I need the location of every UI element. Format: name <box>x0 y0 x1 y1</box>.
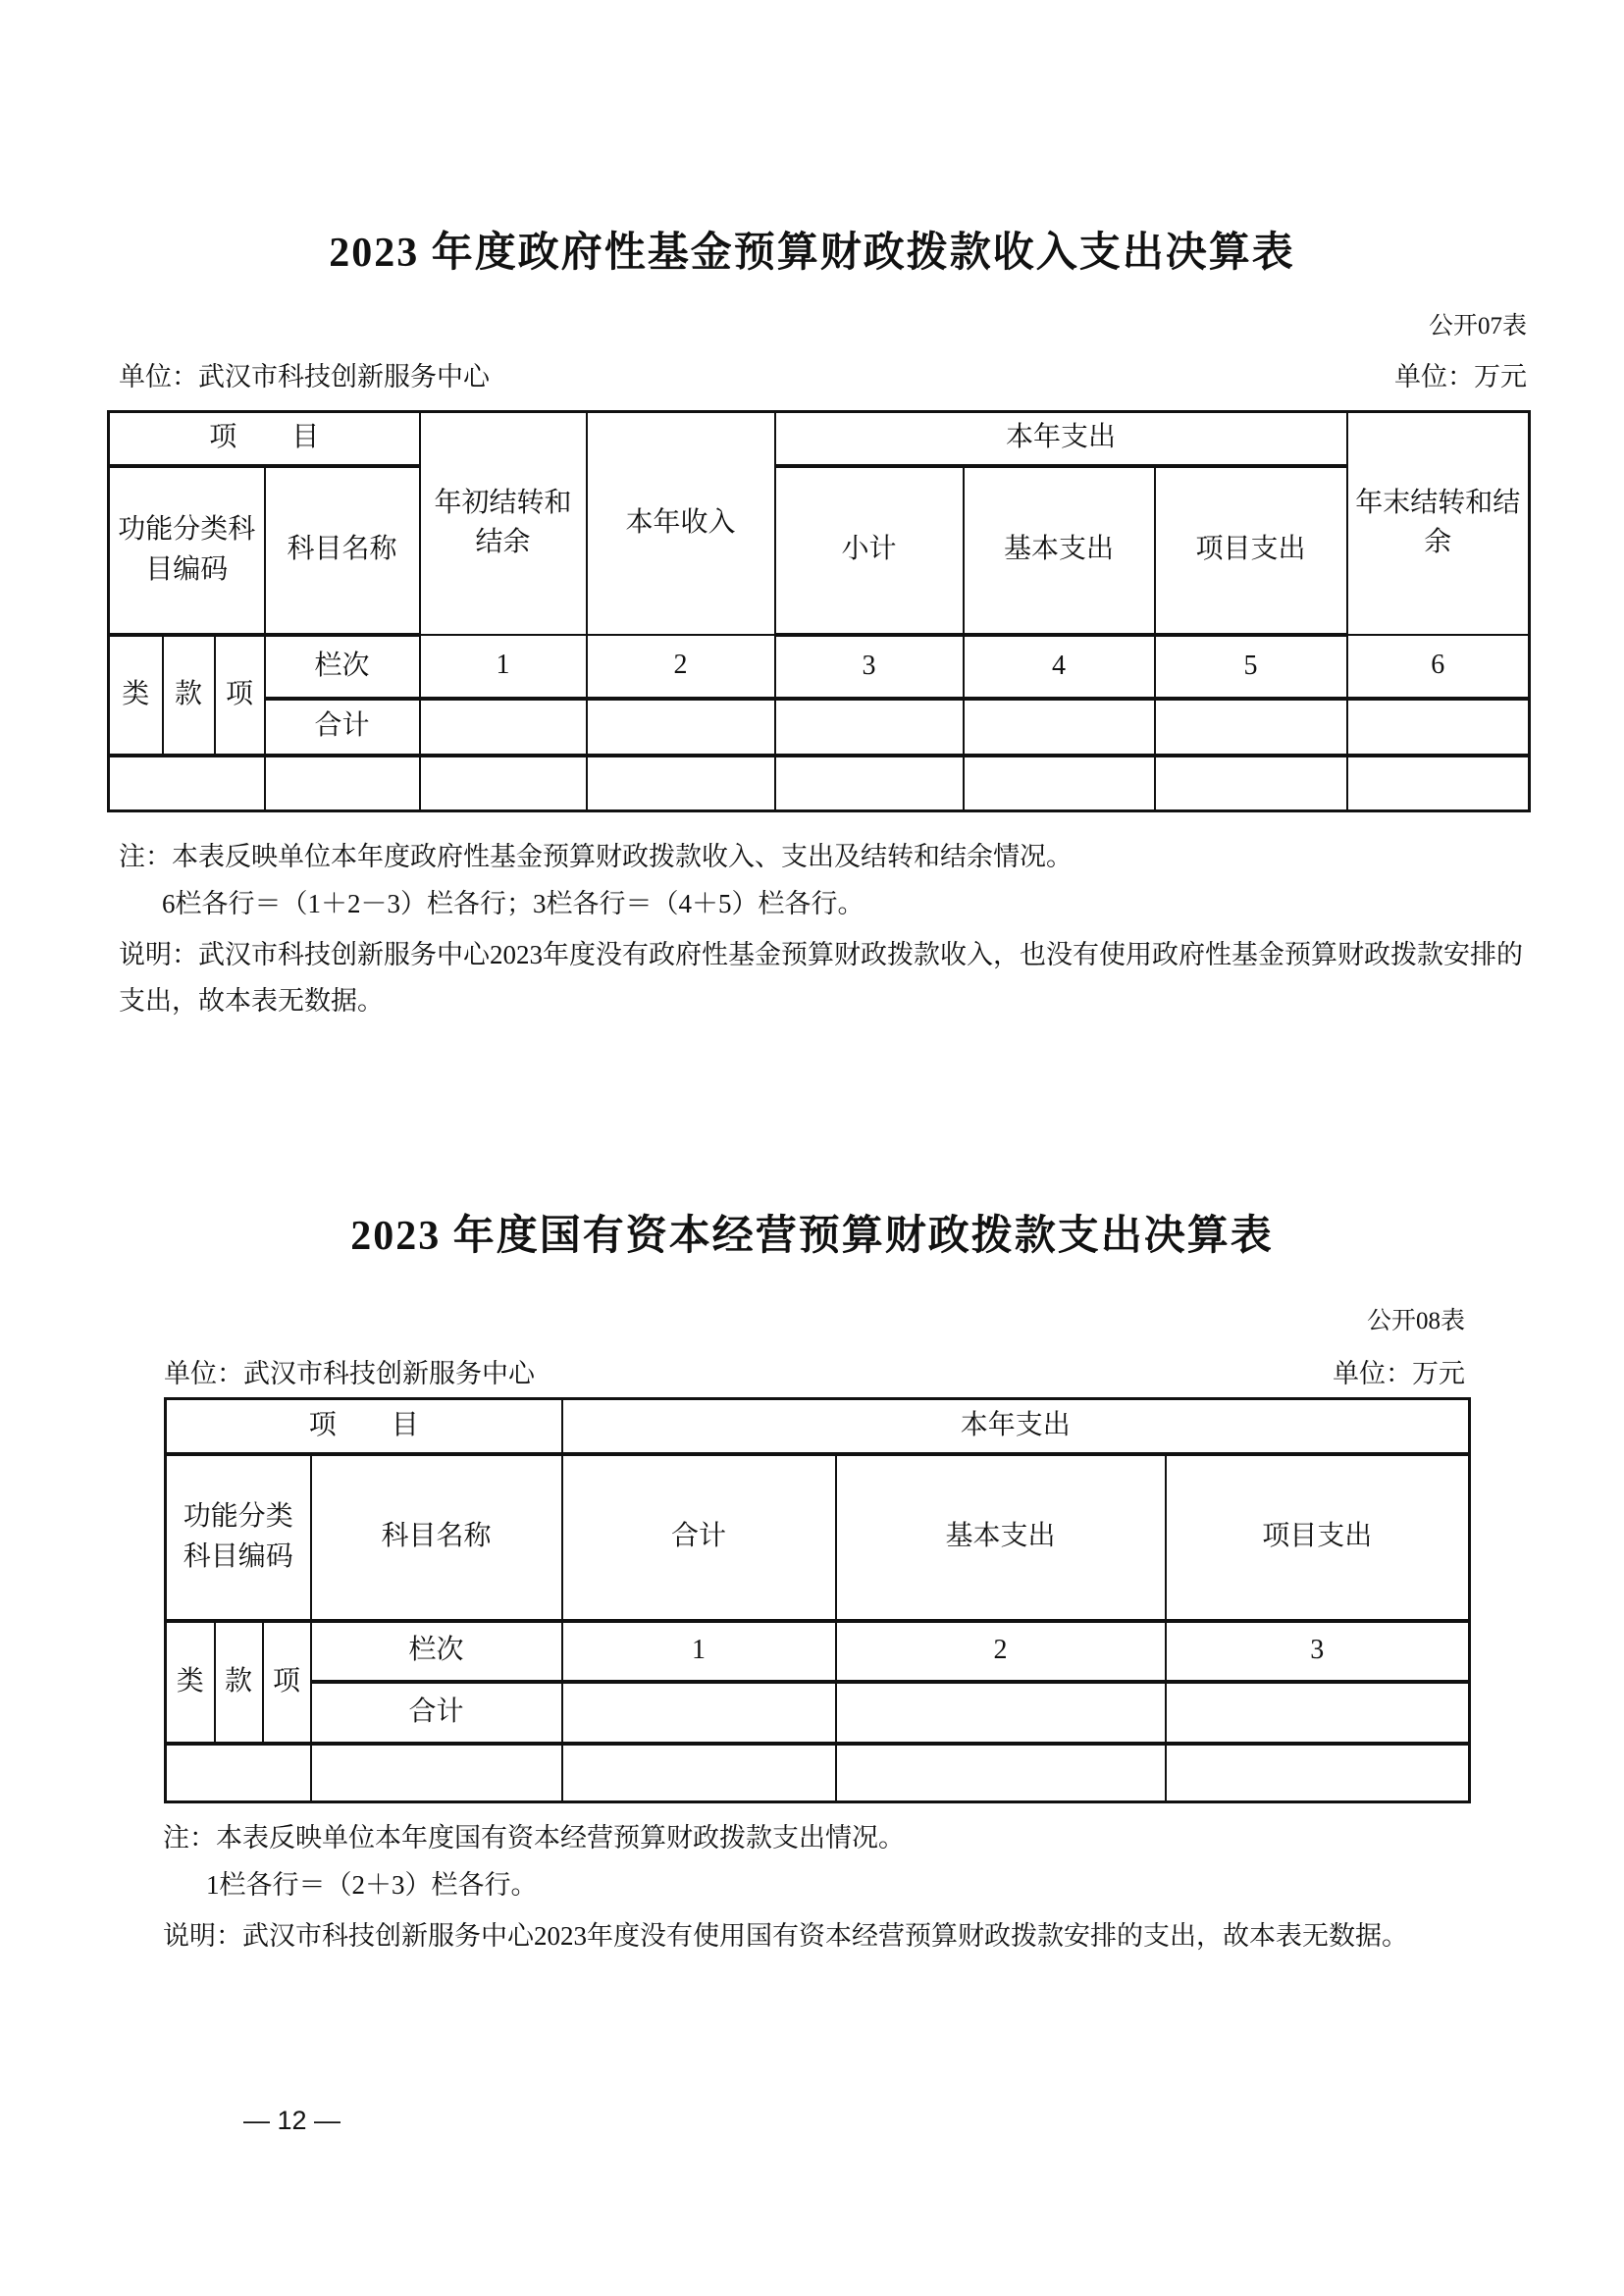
table2-meta-row <box>164 1352 1465 1390</box>
t1-lane-number: 6 <box>1347 635 1530 699</box>
table-row <box>109 635 1530 699</box>
table2-explanation: 说明：武汉市科技创新服务中心2023年度没有使用国有资本经营预算财政拨款安排的支出，故本表无数据。 <box>163 1921 1408 1951</box>
table2-unit-currency: 单位：万元 <box>1333 1359 1465 1388</box>
table1-sheet-label: 公开07表 <box>1428 313 1527 339</box>
t2-blank-cell <box>562 1744 836 1802</box>
table-row <box>109 699 1530 756</box>
t1-header-begin-balance: 年初结转和结余 <box>420 412 587 635</box>
t1-blank-cell <box>587 756 775 811</box>
t2-blank-cell <box>836 1744 1166 1802</box>
t1-lane-number: 1 <box>420 635 587 699</box>
t1-header-year-expense: 本年支出 <box>775 412 1347 466</box>
t2-total-value <box>836 1682 1166 1744</box>
t1-class-label: 类 <box>109 635 163 756</box>
table-row <box>166 1621 1470 1682</box>
table2-note: 注：本表反映单位本年度国有资本经营预算财政拨款支出情况。 <box>163 1823 905 1852</box>
table2-formula: 1栏各行＝（2＋3）栏各行。 <box>206 1870 538 1900</box>
t1-blank-cell <box>775 756 964 811</box>
t1-total-label: 合计 <box>265 699 420 756</box>
t1-header-subtotal: 小计 <box>775 466 964 635</box>
table-row <box>109 412 1530 466</box>
table-row <box>109 466 1530 635</box>
table2-title: 2023 年度国有资本经营预算财政拨款支出决算表 <box>350 1214 1274 1259</box>
t2-blank-cell <box>1166 1744 1470 1802</box>
t1-lanes-label: 栏次 <box>265 635 420 699</box>
t2-header-func-code: 功能分类科目编码 <box>166 1454 311 1621</box>
table1-unit-currency: 单位：万元 <box>1394 362 1527 391</box>
t1-blank-cell <box>420 756 587 811</box>
table-row <box>109 756 1530 811</box>
table1-title: 2023 年度政府性基金预算财政拨款收入支出决算表 <box>329 231 1295 276</box>
t2-header-year-expense: 本年支出 <box>562 1399 1470 1454</box>
t1-total-value <box>964 699 1155 756</box>
table-row <box>166 1682 1470 1744</box>
gov-fund-budget-table <box>107 410 1531 812</box>
t1-total-value <box>1155 699 1347 756</box>
t1-total-value <box>1347 699 1530 756</box>
t1-total-value <box>587 699 775 756</box>
table-row <box>166 1744 1470 1802</box>
t2-blank-cell <box>311 1744 562 1802</box>
t1-header-basic-expense: 基本支出 <box>964 466 1155 635</box>
t2-lane-number: 3 <box>1166 1621 1470 1682</box>
t1-blank-cell <box>265 756 420 811</box>
t2-lane-number: 1 <box>562 1621 836 1682</box>
t1-lane-number: 2 <box>587 635 775 699</box>
t2-section-label: 款 <box>215 1621 263 1744</box>
t2-blank-cell <box>166 1744 311 1802</box>
t2-item-label: 项 <box>263 1621 311 1744</box>
t1-lane-number: 5 <box>1155 635 1347 699</box>
table2-unit-name: 单位：武汉市科技创新服务中心 <box>164 1359 535 1388</box>
t1-blank-cell <box>109 756 265 811</box>
t2-total-value <box>562 1682 836 1744</box>
t1-blank-cell <box>964 756 1155 811</box>
t1-header-project-expense: 项目支出 <box>1155 466 1347 635</box>
table1-meta-row <box>119 355 1527 393</box>
table-row <box>166 1399 1470 1454</box>
t1-section-label: 款 <box>163 635 215 756</box>
t1-total-value <box>775 699 964 756</box>
t1-lane-number: 3 <box>775 635 964 699</box>
table2-sheet-label: 公开08表 <box>1366 1308 1465 1334</box>
table1-explanation: 说明：武汉市科技创新服务中心2023年度没有政府性基金预算财政拨款收入，也没有使用政府性基金预算财政拨款安排的支出，故本表无数据。 <box>119 940 1523 1016</box>
t1-blank-cell <box>1347 756 1530 811</box>
t1-blank-cell <box>1155 756 1347 811</box>
t2-header-project-expense: 项目支出 <box>1166 1454 1470 1621</box>
t1-header-func-code: 功能分类科目编码 <box>109 466 265 635</box>
t2-header-basic-expense: 基本支出 <box>836 1454 1166 1621</box>
t1-header-year-income: 本年收入 <box>587 412 775 635</box>
state-capital-budget-table <box>164 1397 1471 1803</box>
t1-header-subject-name: 科目名称 <box>265 466 420 635</box>
t2-class-label: 类 <box>166 1621 215 1744</box>
table1-unit-name: 单位：武汉市科技创新服务中心 <box>119 362 490 391</box>
page-number: — 12 — <box>243 2106 341 2135</box>
t2-header-total: 合计 <box>562 1454 836 1621</box>
t1-lane-number: 4 <box>964 635 1155 699</box>
t1-header-item: 项 目 <box>109 412 420 466</box>
t2-lanes-label: 栏次 <box>311 1621 562 1682</box>
t1-header-end-balance: 年末结转和结余 <box>1347 412 1530 635</box>
table1-formula: 6栏各行＝（1＋2－3）栏各行；3栏各行＝（4＋5）栏各行。 <box>162 889 864 918</box>
t2-header-subject-name: 科目名称 <box>311 1454 562 1621</box>
table1-note: 注：本表反映单位本年度政府性基金预算财政拨款收入、支出及结转和结余情况。 <box>119 842 1073 871</box>
t2-lane-number: 2 <box>836 1621 1166 1682</box>
t2-total-label: 合计 <box>311 1682 562 1744</box>
t1-item-label: 项 <box>215 635 265 756</box>
t2-total-value <box>1166 1682 1470 1744</box>
table-row <box>166 1454 1470 1621</box>
t2-header-item: 项 目 <box>166 1399 562 1454</box>
t1-total-value <box>420 699 587 756</box>
